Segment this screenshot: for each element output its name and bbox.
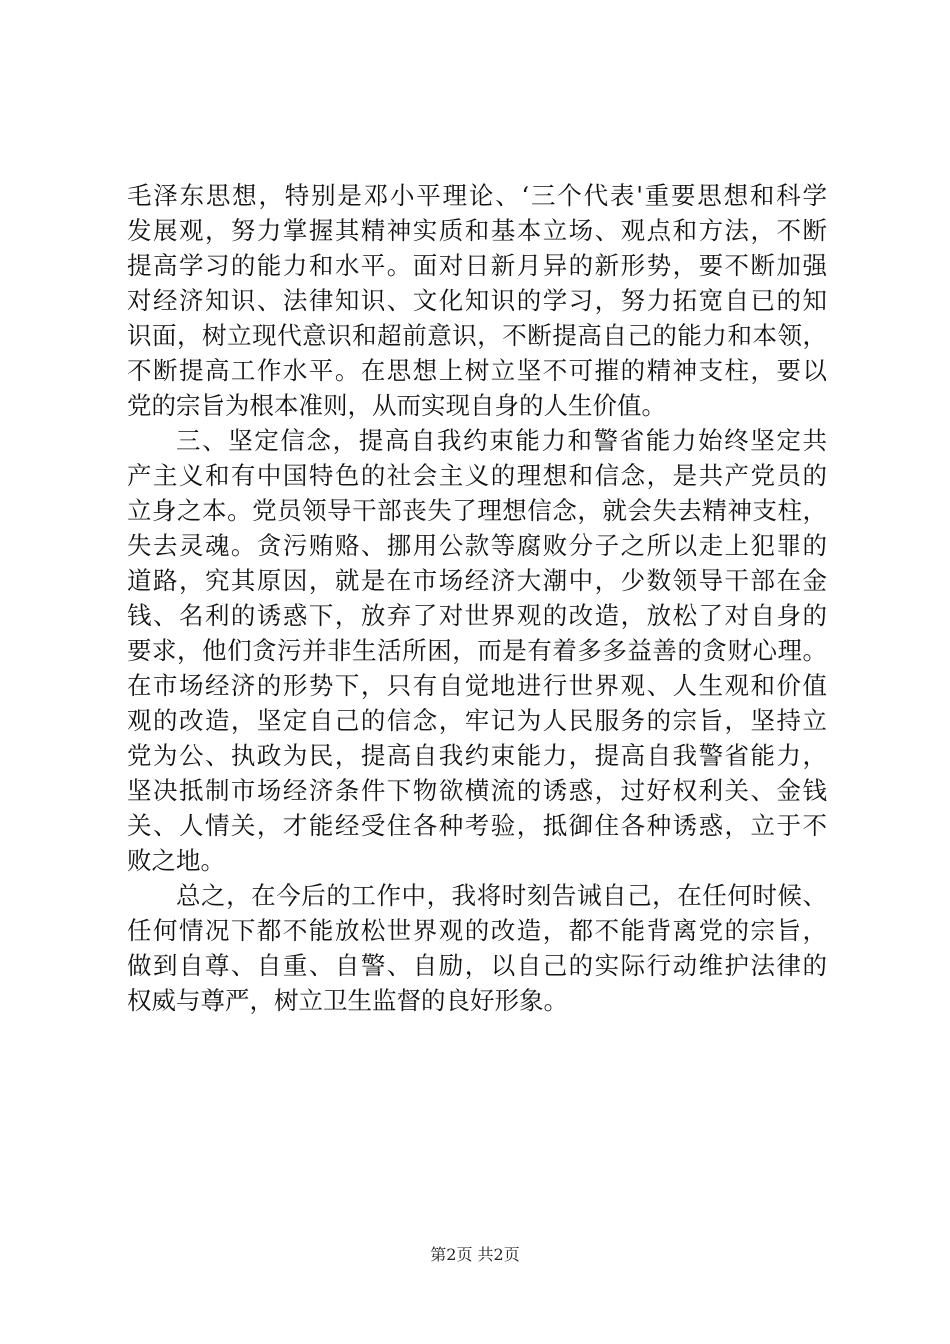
text-line: 立身之本。党员领导干部丧失了理想信念，就会失去精神支柱，: [127, 496, 827, 525]
text-line: 钱、名利的诱惑下，放弃了对世界观的改造，放松了对自身的: [127, 601, 827, 630]
paragraph-start-line: 总之，在今后的工作中，我将时刻告诫自己，在任何时候、: [176, 881, 827, 910]
text-line: 道路，究其原因，就是在市场经济大潮中，少数领导干部在金: [127, 566, 827, 595]
text-line: 毛泽东思想，特别是邓小平理论、‘三个代表'重要思想和科学: [127, 181, 827, 210]
text-line: 要求，他们贪污并非生活所困，而是有着多多益善的贪财心理。: [127, 636, 827, 665]
text-line: 关、人情关，才能经受住各种考验，抵御住各种诱惑，立于不: [127, 811, 827, 840]
text-line: 权威与尊严，树立卫生监督的良好形象。: [127, 986, 568, 1015]
body-text: [127, 178, 827, 1018]
text-line: 对经济知识、法律知识、文化知识的学习，努力拓宽自已的知: [127, 286, 827, 315]
text-line: 不断提高工作水平。在思想上树立坚不可摧的精神支柱，要以: [127, 356, 827, 385]
text-line: 做到自尊、自重、自警、自励，以自己的实际行动维护法律的: [127, 951, 827, 980]
text-line: 识面，树立现代意识和超前意识，不断提高自己的能力和本领，: [127, 321, 827, 350]
section-heading-line: 三、坚定信念，提高自我约束能力和警省能力始终坚定共: [176, 426, 827, 455]
text-line: 失去灵魂。贪污贿赂、挪用公款等腐败分子之所以走上犯罪的: [127, 531, 827, 560]
text-line: 产主义和有中国特色的社会主义的理想和信念，是共产党员的: [127, 461, 827, 490]
text-line: 任何情况下都不能放松世界观的改造，都不能背离党的宗旨，: [127, 916, 827, 945]
text-line: 发展观，努力掌握其精神实质和基本立场、观点和方法，不断: [127, 216, 827, 245]
text-line: 在市场经济的形势下，只有自觉地进行世界观、人生观和价值: [127, 671, 827, 700]
text-line: 坚决抵制市场经济条件下物欲横流的诱惑，过好权利关、金钱: [127, 776, 827, 805]
text-line: 观的改造，坚定自己的信念，牢记为人民服务的宗旨，坚持立: [127, 706, 827, 735]
text-line: 党的宗旨为根本准则，从而实现自身的人生价值。: [127, 391, 666, 420]
text-line: 党为公、执政为民，提高自我约束能力，提高自我警省能力，: [127, 741, 827, 770]
text-line: 提高学习的能力和水平。面对日新月异的新形势，要不断加强: [127, 251, 827, 280]
page-number-footer: 第2页 共2页: [430, 1245, 520, 1264]
text-line: 败之地。: [127, 846, 225, 875]
